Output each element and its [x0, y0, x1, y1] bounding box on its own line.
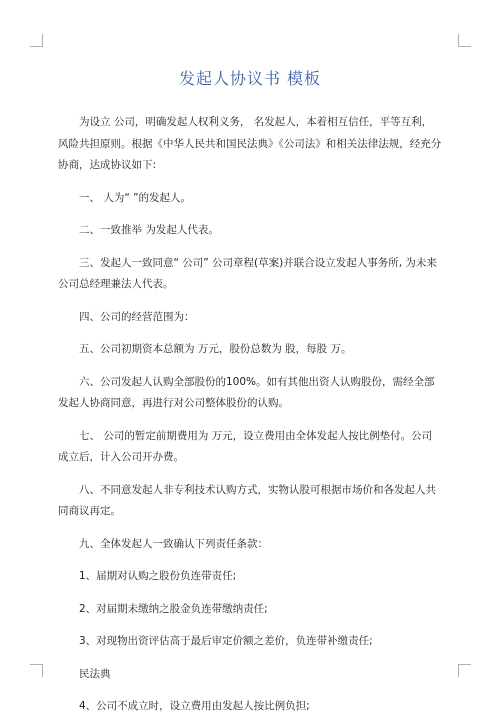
crop-mark-bottom-left	[30, 664, 43, 677]
paragraph-clause-6: 六、公司发起人认购全部股份的100%。如有其他出资人认购股份，需经全部发起人协商同意，再进行对公司整体股份的认购。	[58, 375, 435, 409]
paragraph-liability-4: 4、公司不成立时，设立费用由发起人按比例负担;	[79, 700, 310, 712]
paragraph-intro: 为设立 公司，明确发起人权利义务， 名发起人，本着相互信任，平等互利，风险共担原则。根据《中华人民共和国民法典》《公司法》和相关法律法规，经充分协商，达成协议如下:	[58, 116, 442, 171]
paragraph-clause-9: 九、全体发起人一致确认下列责任条款：	[79, 537, 268, 550]
paragraph-clause-4: 四、公司的经营范围为：	[79, 310, 195, 323]
crop-mark-top-right	[458, 34, 471, 47]
document-body	[58, 112, 442, 718]
paragraph-clause-7: 七、 公司的暂定前期费用为 万元，设立费用由全体发起人按比例垫付。公司成立后，计入公司开办费。	[58, 429, 433, 463]
document-title: 发起人协议书 模板	[178, 69, 322, 88]
crop-mark-bottom-right	[458, 664, 471, 677]
paragraph-liability-3: 3、对现物出资评估高于最后审定价额之差价，负连带补缴责任;	[79, 635, 373, 647]
paragraph-liability-1: 1、届期对认购之股份负连带责任;	[79, 570, 237, 582]
paragraph-clause-1: 一、 人为“ ”的发起人。	[79, 191, 192, 204]
paragraph-clause-2: 二、一致推举 为发起人代表。	[79, 224, 219, 236]
paragraph-clause-5: 五、公司初期资本总额为 万元，股份总数为 股，每股 万。	[79, 343, 352, 355]
paragraph-clause-3: 三、发起人一致同意“ 公司” 公司章程(草案)并联合设立发起人事务所, 为未来公司总经理兼法人代表。	[58, 256, 437, 290]
paragraph-liability-2: 2、对届期未缴纳之股金负连带缴纳责任;	[79, 602, 268, 615]
paragraph-clause-8: 八、不同意发起人非专利技术认购方式，实物认股可根据市场价和各发起人共同商议再定。	[58, 483, 436, 517]
crop-mark-top-left	[30, 34, 43, 47]
paragraph-note: 民法典	[79, 667, 111, 680]
